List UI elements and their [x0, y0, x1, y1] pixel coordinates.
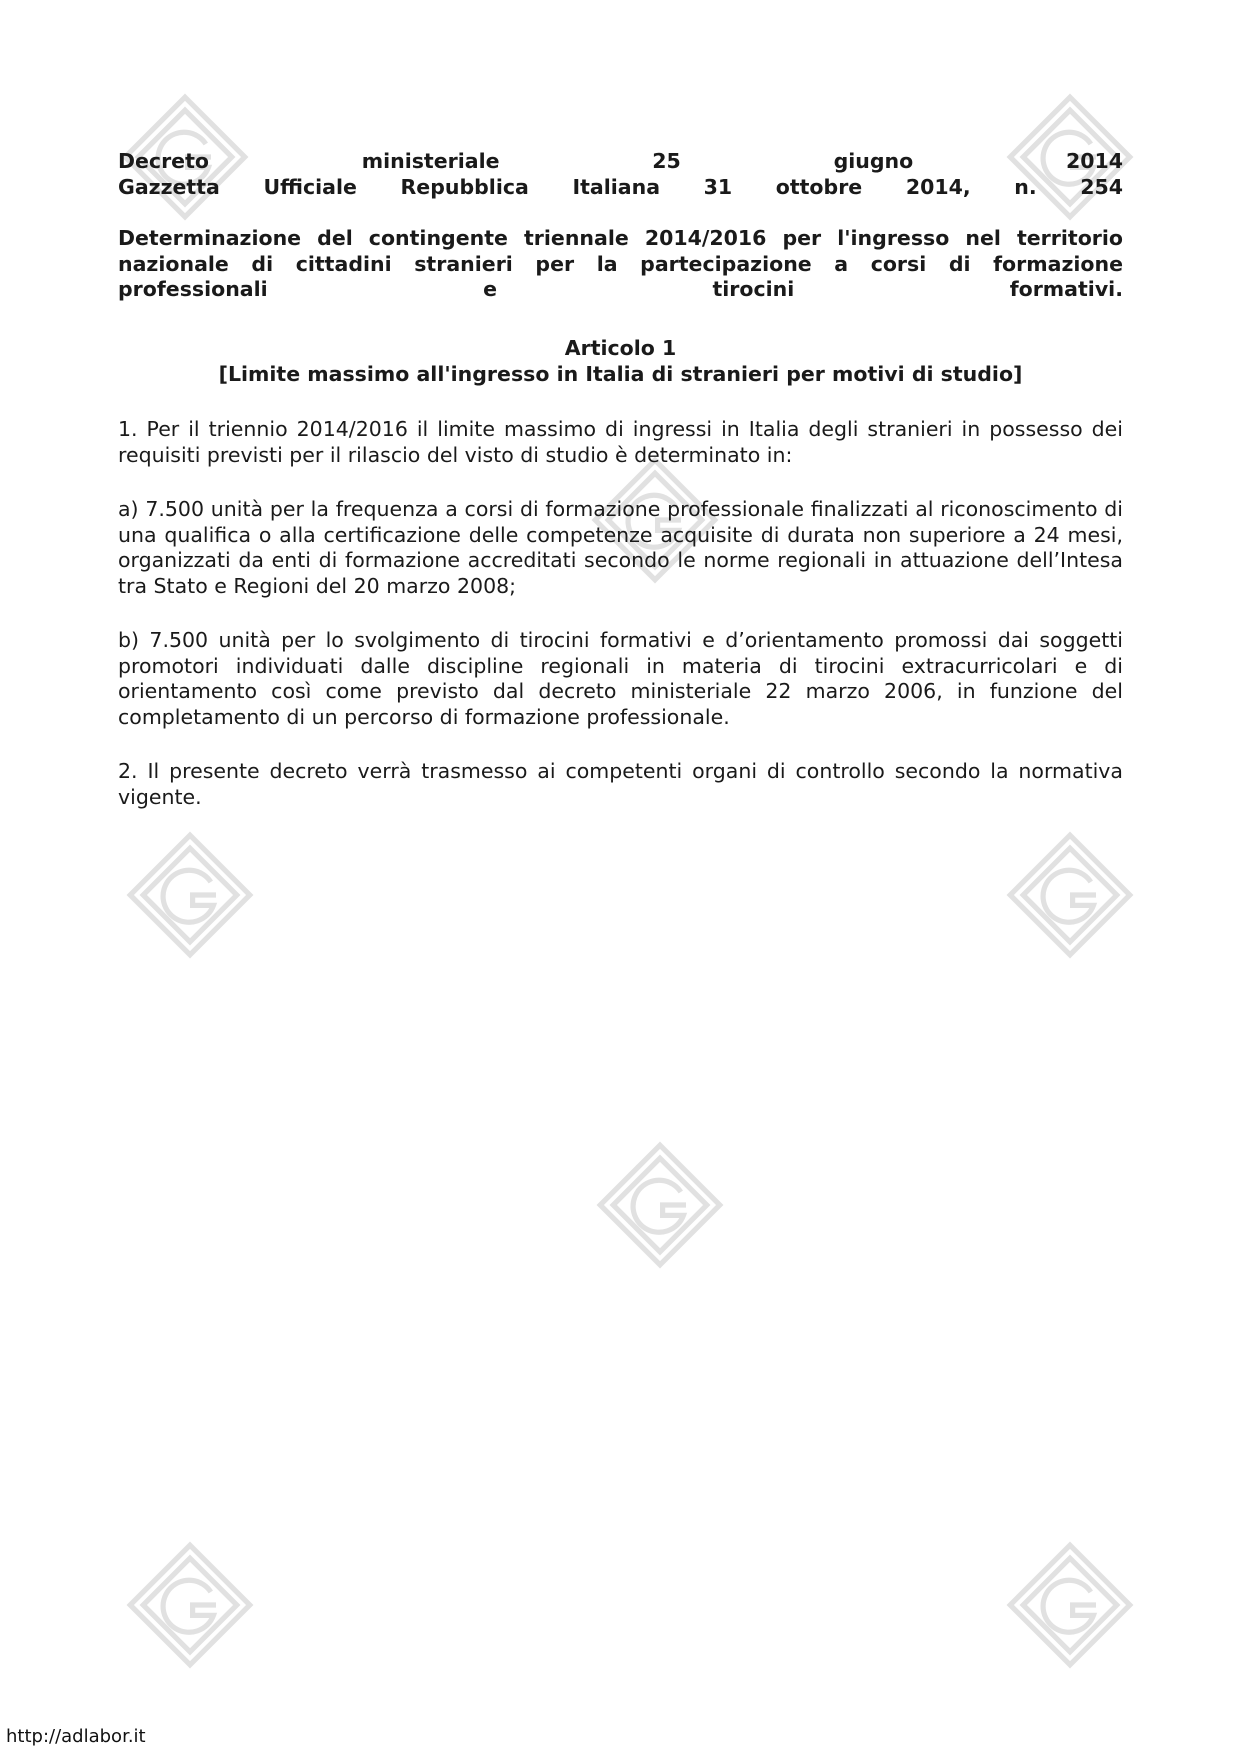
article-paragraph-1	[118, 417, 1123, 468]
header-word: 31	[703, 174, 733, 199]
title-word: formativi.	[1009, 277, 1123, 301]
title-word: professionali	[118, 277, 268, 301]
header-word: Ufficiale	[263, 174, 357, 199]
header-word: Decreto	[118, 149, 209, 173]
header-word: 25	[652, 149, 681, 173]
g-logo-watermark-icon	[1005, 830, 1135, 960]
paragraph-text: 1. Per il triennio 2014/2016 il limite massimo di ingressi in Italia degli stranieri in possesso dei requisiti previsti per il rilascio del visto di studio è determinato in:	[118, 417, 1123, 467]
article-paragraph-b	[118, 628, 1123, 730]
g-logo-watermark-icon	[125, 830, 255, 960]
header-word: 2014	[1065, 149, 1124, 173]
paragraph-text: 2. Il presente decreto verrà trasmesso ai competenti organi di controllo secondo la normativa vigente.	[118, 759, 1123, 809]
header-word: Italiana	[572, 174, 661, 199]
footer-url[interactable]: http://adlabor.it	[6, 1726, 146, 1747]
header-word: 2014,	[905, 174, 971, 199]
g-logo-watermark-icon	[595, 1140, 725, 1270]
article-paragraph-a	[118, 497, 1123, 599]
title-line-3	[118, 277, 1123, 303]
header-word: giugno	[833, 149, 914, 173]
header-word: Repubblica	[400, 174, 529, 199]
header-line-2	[118, 175, 1123, 201]
article-paragraph-2	[118, 759, 1123, 810]
header-word: 254	[1080, 174, 1124, 199]
paragraph-text: b) 7.500 unità per lo svolgimento di tirocini formativi e d’orientamento promossi dai soggetti promotori individuati dalle discipline regionali in materia di tirocini extracurricolari e di orientamento così come previsto dal decreto ministeriale 22 marzo 2006, in funzione del completamento di un percorso di formazione professionale.	[118, 628, 1123, 729]
header-word: n.	[1014, 174, 1037, 199]
article-heading-block	[118, 336, 1123, 387]
g-logo-watermark-icon	[1005, 1540, 1135, 1670]
g-logo-watermark-icon	[125, 1540, 255, 1670]
title-line-2: nazionale di cittadini stranieri per la partecipazione a corsi di formazione	[118, 251, 1123, 276]
title-word: e	[483, 277, 498, 301]
title-word: tirocini	[712, 277, 795, 301]
document-header	[118, 149, 1123, 200]
header-word: Gazzetta	[118, 174, 220, 199]
document-title	[118, 226, 1123, 303]
header-word: ministeriale	[361, 149, 500, 173]
header-word: ottobre	[775, 174, 863, 199]
article-heading: Articolo 1	[564, 336, 677, 360]
paragraph-text: a) 7.500 unità per la frequenza a corsi di formazione professionale finalizzati al riconoscimento di una qualifica o alla certificazione delle competenze acquisite di durata non superiore a 24 mesi, organizzati da enti di formazione accreditati secondo le norme regionali in attuazione dell’Intesa tra Stato e Regioni del 20 marzo 2008;	[118, 497, 1123, 598]
title-line-1: Determinazione del contingente triennale 2014/2016 per l'ingresso nel territorio	[118, 226, 1123, 250]
article-subheading: [Limite massimo all'ingresso in Italia di stranieri per motivi di studio]	[218, 361, 1023, 386]
header-line-1	[118, 149, 1123, 175]
